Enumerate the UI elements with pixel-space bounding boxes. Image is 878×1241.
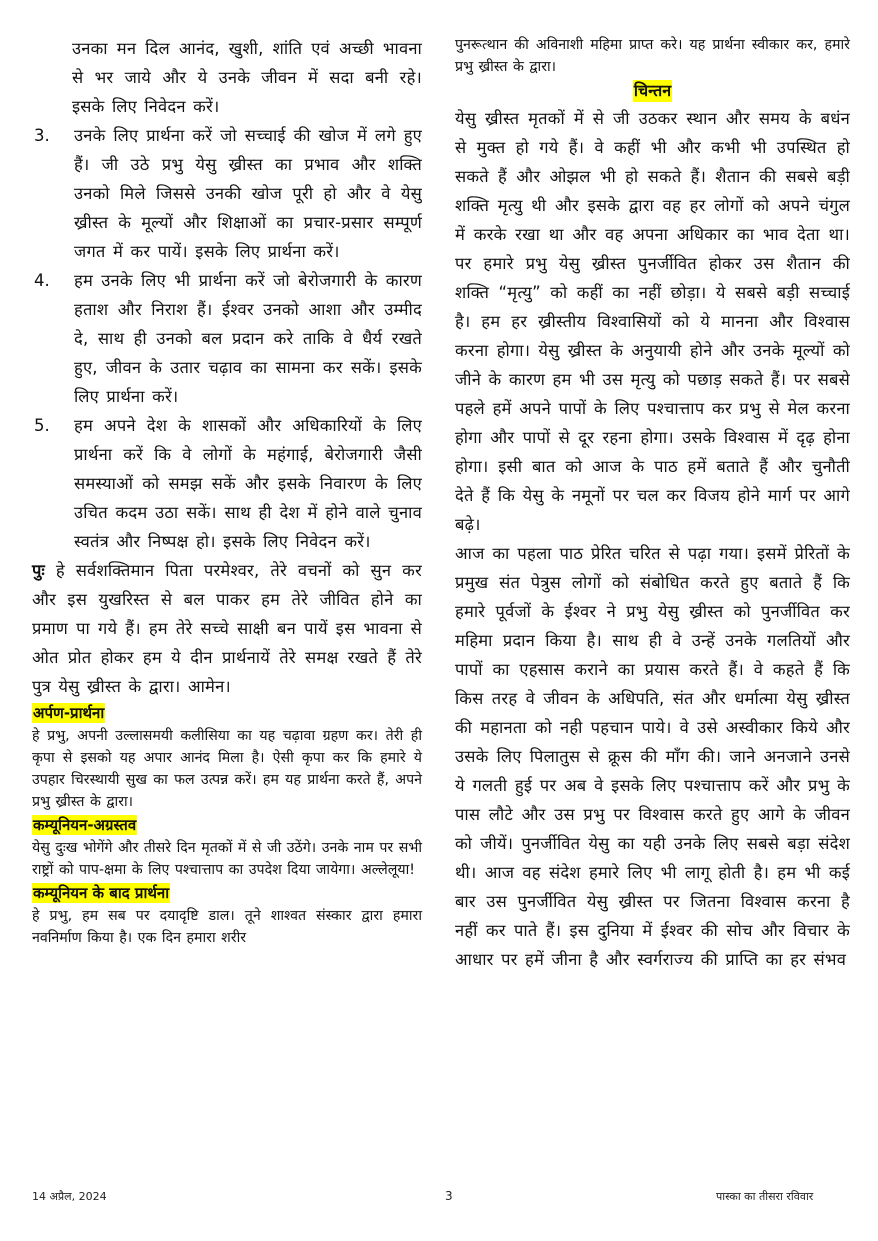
intercession-text: उनके लिए प्रार्थना करें जो सच्चाई की खोज में लगे हुए हैं। जी उठे प्रभु येसु ख्रीस्त का प्रभाव और शक्ति उनको मिले जिससे उनकी खोज पूरी हो और वे येसु ख्रीस्त के मूल्यों और शिक्षाओं का प्रचार-प्रसार सम्पूर्ण जगत में कर पायें। इसके लिए प्रार्थना करें। [74, 126, 422, 261]
right-column [455, 34, 850, 974]
section-communion-antiphon [32, 813, 422, 881]
footer-occasion: पास्का का तीसरा रविवार [716, 1190, 814, 1203]
intercession-text: हम उनके लिए भी प्रार्थना करें जो बेरोजगारी के कारण हताश और निराश हैं। ईश्वर उनको आशा और उम्मीद दे, साथ ही उनको बल प्रदान करे ताकि वे धैर्य रखते हुए, जीवन के उतार चढ़ाव का सामना कर सकें। इसके लिए प्रार्थना करें। [74, 271, 422, 406]
reflection-heading-wrap [455, 78, 850, 104]
intercession-2-continuation: उनका मन दिल आनंद, खुशी, शांति एवं अच्छी भावना से भर जाये और ये उनके जीवन में सदा बनी रहे। इसके लिए निवेदन करें। [72, 39, 422, 116]
section-heading: कम्यूनियन के बाद प्रार्थना [33, 884, 170, 902]
intercession-number: 3. [34, 126, 50, 145]
footer-date: 14 अप्रैल, 2024 [32, 1190, 107, 1203]
section-post-communion [32, 881, 422, 949]
section-heading: कम्यूनियन-अग्रस्तव [33, 816, 137, 834]
reflection-paragraph: येसु ख्रीस्त मृतकों में से जी उठकर स्थान और समय के बधंन से मुक्त हो गये हैं। वे कहीं भी और कभी भी उपस्थित हो सकते हैं और ओझल भी हो सकते हैं। शैतान की सबसे बड़ी शक्ति मृत्यु थी और इसके द्वारा वह हर लोगों को अपने चंगुल में करके रखा था और वह अपना अधिकार का भाव देता था। पर हमारे प्रभु येसु ख्रीस्त पुनर्जीवित होकर उस शैतान की शक्ति “मृत्यु” को कहीं का नहीं छोड़ा। ये सबसे बड़ी सच्चाई है। हम हर ख्रीस्तीय विश्वासियों को ये मानना और विश्वास करना होगा। येसु ख्रीस्त के अनुयायी होने और उनके मूल्यों को जीने के कारण हम भी उस मृत्यु को पछाड़ सकते हैं। पर सबसे पहले हमें अपने पापों के लिए पश्चात्ताप कर प्रभु से मेल करना होगा और पापों से दूर रहना होगा। उसके विश्वास में दृढ़ होना होगा। इसी बात को आज के पाठ हमें बताते हैं और चुनौती देते हैं कि येसु के नमूनों पर चल कर विजय होने मार्ग पर आगे बढ़े। [455, 109, 850, 534]
section-offertory-prayer [32, 701, 422, 813]
priest-concluding-prayer [32, 556, 422, 701]
page-number: 3 [445, 1189, 453, 1203]
intercession-item [32, 411, 422, 556]
reflection-paragraph: आज का पहला पाठ प्रेरित चरित से पढ़ा गया। इसमें प्रेरितों के प्रमुख संत पेत्रुस लोगों को संबोधित करते हुए बताते हैं कि हमारे पूर्वजों के ईश्वर ने प्रभु येसु ख्रीस्त को पुनर्जीवित कर महिमा प्रदान किया है। साथ ही वे उन्हें उनके गलतियों और पापों का एहसास कराने का प्रयास करते हैं। वे कहते हैं कि किस तरह वे जीवन के अधिपति, संत और धर्मात्मा येसु ख्रीस्त की महानता को नही पहचान पाये। वे उसे अस्वीकार किये और उसके लिए पिलातुस से क्रूस की माँग की। जाने अनजाने उनसे ये गलती हुई पर अब वे इसके लिए पश्चात्ताप करें और प्रभु के पास लौटे और उस प्रभु पर विश्वास करते हुए आगे के जीवन को जीयें। पुनर्जीवित येसु का यही उनके लिए सबसे बड़ा संदेश थी। आज वह संदेश हमारे लिए भी लागू होती है। हम भी कई बार उस पुनर्जीवित येसु ख्रीस्त पर जितना विश्वास करना है नहीं कर पाते हैं। इस दुनिया में ईश्वर की सोच और विचार के आधार पर हमें जीना है और स्वर्गराज्य की प्राप्ति का हर संभव [455, 544, 850, 969]
section-text: हे प्रभु, अपनी उल्लासमयी कलीसिया का यह चढ़ावा ग्रहण कर। तेरी ही कृपा से इसको यह अपार आनंद मिला है। ऐसी कृपा कर कि हमारे ये उपहार चिरस्थायी सुख का फल उत्पन्न करें। हम यह प्रार्थना करते हैं, अपने प्रभु ख्रीस्त के द्वारा। [32, 728, 422, 810]
priest-label: पुः [32, 561, 45, 580]
intercession-text: हम अपने देश के शासकों और अधिकारियों के लिए प्रार्थना करें कि वे लोगों के महंगाई, बेरोजगारी जैसी समस्याओं को समझ सकें और इसके निवारण के लिए उचित कदम उठा सकें। साथ ही देश में होने वाले चुनाव स्वतंत्र और निष्पक्ष हो। इसके लिए निवेदन करें। [74, 416, 422, 551]
section-heading: अर्पण-प्रार्थना [33, 704, 105, 722]
priest-prayer-text: हे सर्वशक्तिमान पिता परमेश्वर, तेरे वचनों को सुन कर और इस युखरिस्त से बल पाकर हम तेरे जीवित होने का प्रमाण पा गये हैं। हम तेरे सच्चे साक्षी बन पायें इस भावना से ओत प्रोत होकर हम ये दीन प्रार्थनायें तेरे समक्ष रखते हैं तेरे पुत्र येसु ख्रीस्त के द्वारा। आमेन। [32, 561, 422, 696]
section-text: हे प्रभु, हम सब पर दयादृष्टि डाल। तूने शाश्वत संस्कार द्वारा हमारा नवनिर्माण किया है। एक दिन हमारा शरीर [32, 908, 422, 946]
left-column [32, 34, 422, 949]
intercession-number: 4. [34, 271, 50, 290]
intercession-item [32, 121, 422, 266]
reflection-heading: चिन्तन [633, 81, 672, 100]
section-text: येसु दुःख भोगेंगे और तीसरे दिन मृतकों में से जी उठेंगे। उनके नाम पर सभी राष्ट्रों को पाप-क्षमा के लिए पश्चात्ताप का उपदेश दिया जायेगा। अल्लेलूया! [32, 840, 422, 878]
intercession-item [32, 266, 422, 411]
post-communion-continuation: पुनरूत्थान की अविनाशी महिमा प्राप्त करे। यह प्रार्थना स्वीकार कर, हमारे प्रभु ख्रीस्त के द्वारा। [455, 37, 850, 75]
intercession-number: 5. [34, 416, 50, 435]
